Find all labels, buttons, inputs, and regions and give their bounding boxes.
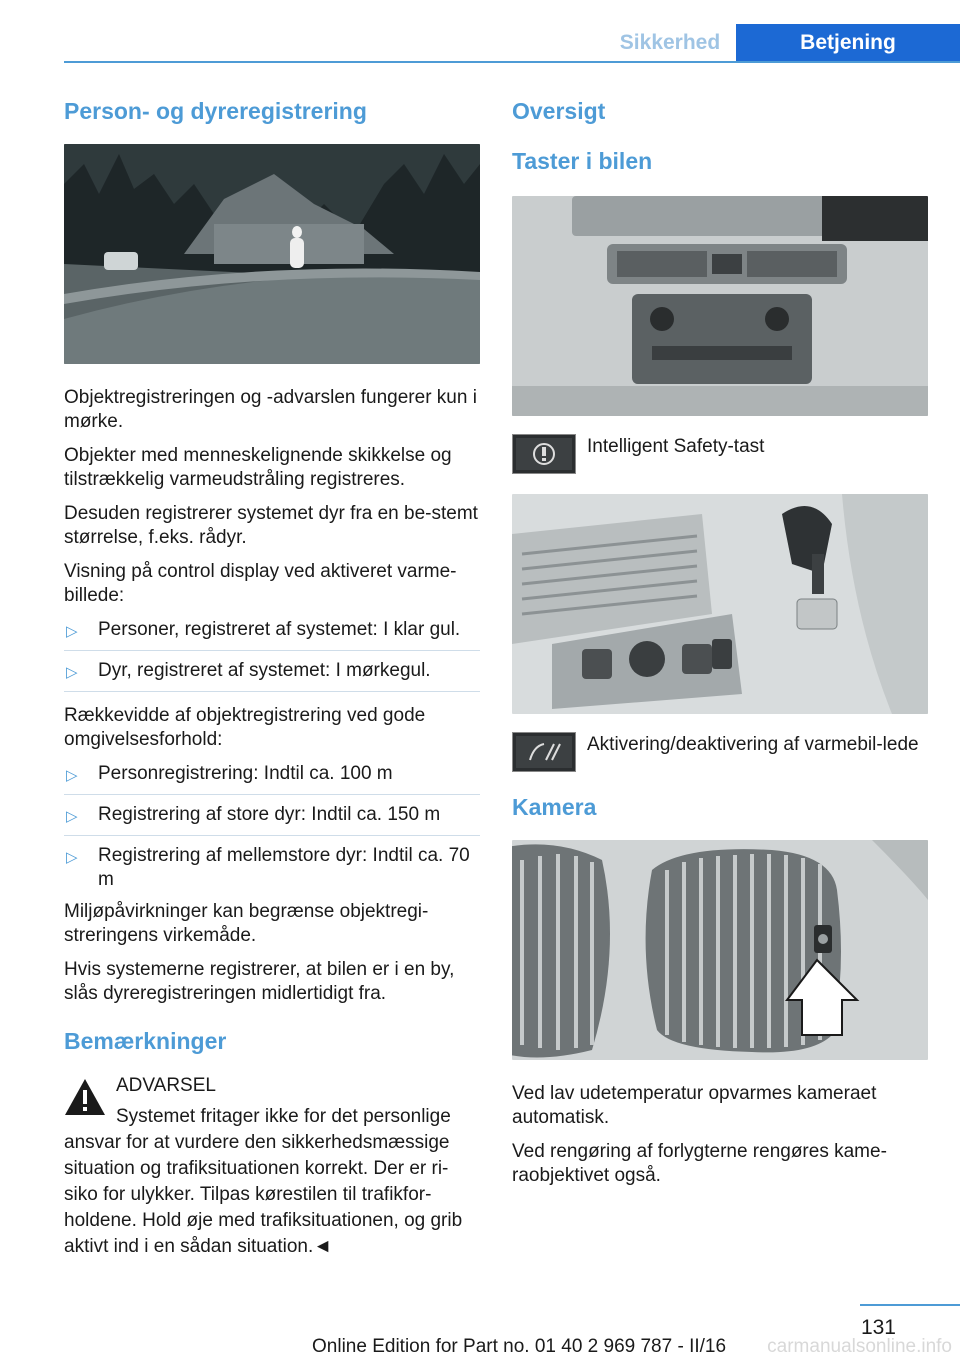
- right-column: [512, 96, 928, 1198]
- dashboard-image: [512, 196, 928, 416]
- warning-triangle-icon: [64, 1078, 106, 1116]
- key-label-safety: Intelligent Safety-tast: [587, 436, 765, 457]
- footer-divider: [860, 1304, 960, 1306]
- tab-betjening[interactable]: Betjening: [736, 24, 960, 62]
- key-label-night-vision: Aktivering/deaktivering af varmebil‐lede: [587, 734, 919, 755]
- range-list: [64, 762, 480, 896]
- paragraph: Ved lav udetemperatur opvarmes kameraet automatisk.: [512, 1083, 877, 1128]
- color-list: [64, 618, 480, 692]
- key-row-safety: [512, 434, 928, 474]
- list-item: ▷ Registrering af store dyr: Indtil ca. 150 m: [64, 803, 480, 836]
- paragraph: Miljøpåvirkninger kan begrænse objektregi‐streringens virkemåde.: [64, 901, 429, 946]
- page-number: 131: [860, 1316, 896, 1339]
- triangle-right-icon: ▷: [66, 808, 78, 825]
- header-divider: [64, 61, 960, 63]
- intelligent-safety-icon: [512, 434, 576, 474]
- paragraph: Rækkevidde af objektregistrering ved gode omgivelsesforhold:: [64, 705, 426, 750]
- paragraph: Desuden registrerer systemet dyr fra en be‐stemt størrelse, f.eks. rådyr.: [64, 503, 478, 548]
- light-switch-image: [512, 494, 928, 714]
- paragraph: Objektregistreringen og -advarslen fungerer kun i mørke.: [64, 387, 477, 432]
- section-title-detection: Person- og dyreregistrering: [64, 98, 367, 124]
- triangle-right-icon: ▷: [66, 664, 78, 681]
- left-column: [64, 96, 480, 1260]
- camera-grille-image: [512, 840, 928, 1060]
- paragraph: Objekter med menneskelignende skikkelse og tilstrækkelig varmeudstråling registreres.: [64, 445, 452, 490]
- list-item: ▷ Personer, registreret af systemet: I klar gul.: [64, 618, 480, 651]
- section-title-overview: Oversigt: [512, 98, 606, 124]
- night-vision-image: [64, 144, 480, 364]
- section-title-notes: Bemærkninger: [64, 1028, 227, 1054]
- triangle-right-icon: ▷: [66, 623, 78, 640]
- watermark: carmanualsonline.info: [767, 1336, 952, 1357]
- warning-title: ADVARSEL: [116, 1075, 216, 1096]
- list-item: ▷ Dyr, registreret af systemet: I mørkegul.: [64, 659, 480, 692]
- triangle-right-icon: ▷: [66, 849, 78, 866]
- list-item: ▷ Registrering af mellemstore dyr: Indtil ca. 70 m: [66, 845, 470, 890]
- night-vision-icon: [512, 732, 576, 772]
- paragraph: Hvis systemerne registrerer, at bilen er i en by, slås dyreregistreringen midlertidigt fra.: [64, 959, 455, 1004]
- section-title-camera: Kamera: [512, 794, 597, 820]
- triangle-right-icon: ▷: [66, 767, 78, 784]
- list-item: ▷ Personregistrering: Indtil ca. 100 m: [64, 762, 480, 795]
- edition-text: Online Edition for Part no. 01 40 2 969 787 - II/16: [312, 1336, 727, 1357]
- key-row-night-vision: [512, 732, 928, 772]
- tab-sikkerhed[interactable]: Sikkerhed: [619, 31, 721, 54]
- section-subtitle-keys: Taster i bilen: [512, 148, 653, 174]
- paragraph: Ved rengøring af forlygterne rengøres kame‐raobjektivet også.: [512, 1141, 887, 1186]
- paragraph: Visning på control display ved aktiveret varme‐billede:: [64, 561, 457, 606]
- warning-body: Systemet fritager ikke for det personlige ansvar for at vurdere den sikkerhedsmæssige situation og trafiksituationen korrekt. Der er ri‐siko for ulykker. Tilpas kørestilen til trafikfor‐holdene. Hold øje med trafiksituationen, og grib aktivt ind i en sådan situation.◄: [64, 1106, 463, 1257]
- warning-block: [64, 1074, 480, 1260]
